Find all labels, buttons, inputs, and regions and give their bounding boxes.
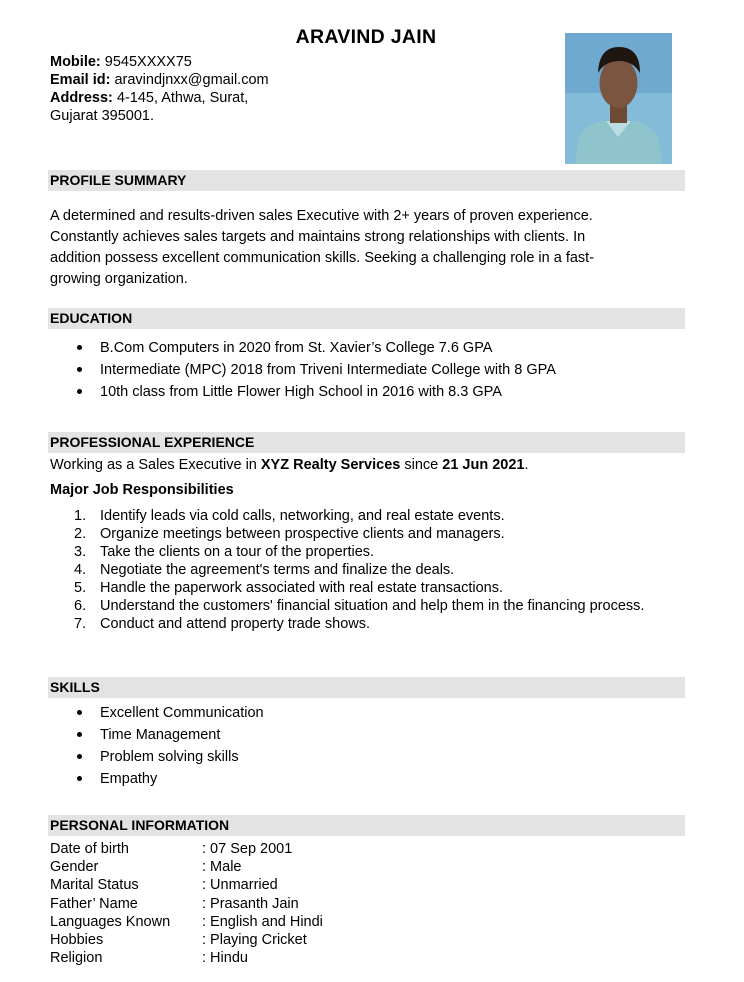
personal-info-row [50,913,323,931]
personal-info-table [50,840,323,967]
item-number: 4. [74,562,87,578]
item-number: 2. [74,526,87,542]
experience-intro-text: since [400,457,443,473]
responsibility-item [50,615,680,633]
item-number: 6. [74,598,87,614]
address-line1: 4-145, Athwa, Surat, [116,90,249,106]
info-label: Religion [50,950,103,967]
responsibility-item [50,597,680,615]
info-value: : English and Hindi [202,913,323,930]
mobile-label: Mobile: [50,54,101,70]
address-line2: Gujarat 395001. [50,108,154,124]
responsibility-item [50,561,680,579]
experience-intro-text: Working as a Sales Executive in [50,457,261,473]
contact-block [50,53,269,125]
item-text: Handle the paperwork associated with real estate transactions. [100,580,503,596]
info-label: Marital Status [50,877,139,894]
responsibility-item [50,507,680,525]
personal-info-row [50,840,323,858]
profile-line: Constantly achieves sales targets and maintains strong relationships with clients. In [50,229,586,245]
education-item: Intermediate (MPC) 2018 from Triveni Intermediate College with 8 GPA [50,359,556,381]
profile-line: growing organization. [50,271,188,287]
info-value: : Prasanth Jain [202,895,299,912]
mobile-value: 9545XXXX75 [104,54,192,70]
experience-intro [50,455,670,476]
responsibility-item [50,543,680,561]
item-text: Understand the customers' financial situation and help them in the financing process. [100,598,645,614]
education-item: B.Com Computers in 2020 from St. Xavier’s College 7.6 GPA [50,337,556,359]
skill-item: Excellent Communication [50,702,264,724]
skill-item: Time Management [50,724,264,746]
profile-photo [565,33,672,164]
item-number: 1. [74,508,87,524]
item-number: 7. [74,616,87,632]
education-list [50,337,556,403]
profile-line: addition possess excellent communication skills. Seeking a challenging role in a fast- [50,250,595,266]
item-text: Negotiate the agreement's terms and finalize the deals. [100,562,455,578]
address-label: Address: [50,90,113,106]
mobile-line [50,53,269,71]
personal-info-row [50,858,323,876]
info-value: : Male [202,859,242,876]
profile-line: A determined and results-driven sales Executive with 2+ years of proven experience. [50,208,593,224]
experience-intro-text: . [524,457,529,473]
skills-heading: SKILLS [48,677,685,698]
info-label: Hobbies [50,932,104,949]
profile-summary-heading: PROFILE SUMMARY [48,170,685,191]
info-value: : Hindu [202,950,248,967]
item-text: Identify leads via cold calls, networking, and real estate events. [100,508,505,524]
responsibilities-heading: Major Job Responsibilities [50,482,234,498]
address-line [50,89,269,107]
info-value: : Unmarried [202,877,278,894]
skills-list [50,702,264,790]
email-value[interactable]: aravindjnxx@gmail.com [114,72,269,88]
responsibility-item [50,525,680,543]
item-text: Organize meetings between prospective clients and managers. [100,526,505,542]
info-value: : Playing Cricket [202,932,307,949]
email-label: Email id: [50,72,111,88]
info-value: : 07 Sep 2001 [202,841,293,857]
personal-info-row [50,876,323,894]
education-heading: EDUCATION [48,308,685,329]
item-text: Conduct and attend property trade shows. [100,616,371,632]
personal-info-row [50,931,323,949]
skill-item: Problem solving skills [50,746,264,768]
item-text: Take the clients on a tour of the properties. [100,544,375,560]
candidate-name: ARAVIND JAIN [295,26,437,48]
company-name: XYZ Realty Services [260,457,401,473]
responsibility-item [50,579,680,597]
item-number: 5. [74,580,87,596]
personal-info-row [50,895,323,913]
personal-info-heading: PERSONAL INFORMATION [48,815,685,836]
info-label: Date of birth [50,841,129,857]
info-label: Father’ Name [50,895,138,912]
info-label: Gender [50,859,99,876]
item-number: 3. [74,544,87,560]
education-item: 10th class from Little Flower High School in 2016 with 8.3 GPA [50,381,556,403]
info-label: Languages Known [50,913,171,930]
skill-item: Empathy [50,768,264,790]
experience-heading: PROFESSIONAL EXPERIENCE [48,432,685,453]
profile-summary-text [50,206,670,290]
email-line [50,71,269,89]
start-date: 21 Jun 2021 [442,457,525,473]
responsibilities-list [50,507,680,633]
personal-info-row [50,949,323,967]
